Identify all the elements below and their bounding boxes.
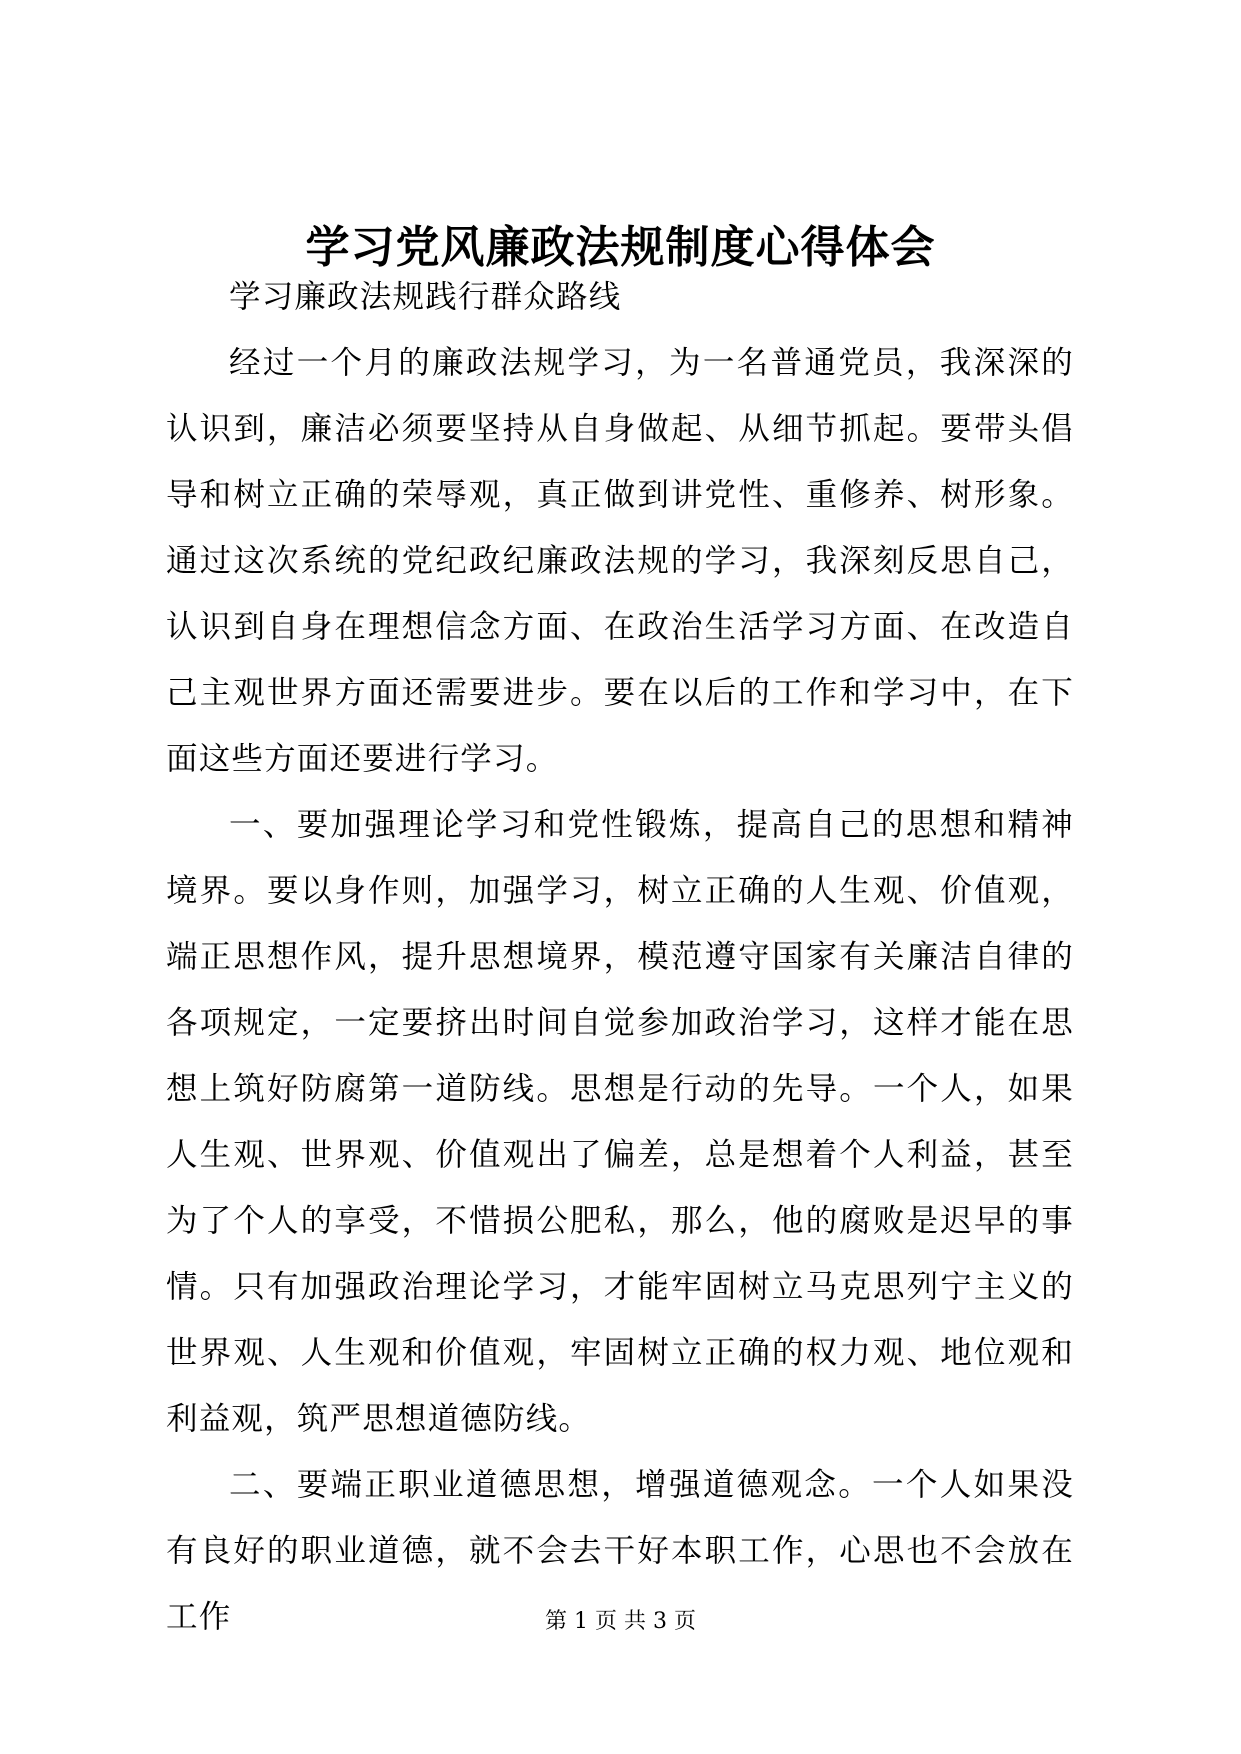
subtitle-paragraph: 学习廉政法规践行群众路线 (229, 279, 622, 315)
page-number-footer: 第 1 页 共 3 页 (545, 1609, 696, 1634)
body-paragraph: 经过一个月的廉政法规学习，为一名普通党员，我深深的认识到，廉洁必须要坚持从自身做起、从细节抓起。要带头倡导和树立正确的荣辱观，真正做到讲党性、重修养、树形象。通过这次系统的党纪政纪廉政法规的学习，我深刻反思自己，认识到自身在理想信念方面、在政治生活学习方面、在改造自己主观世界方面还需要进步。要在以后的工作和学习中，在下面这些方面还要进行学习。 (166, 345, 1074, 777)
body-paragraph: 二、要端正职业道德思想，增强道德观念。一个人如果没有良好的职业道德，就不会去干好本职工作，心思也不会放在工作 (166, 1467, 1074, 1635)
document-title: 学习党风廉政法规制度心得体会 (305, 222, 936, 273)
document-body (166, 264, 1074, 1650)
body-paragraph: 一、要加强理论学习和党性锻炼，提高自己的思想和精神境界。要以身作则，加强学习，树立正确的人生观、价值观，端正思想作风，提升思想境界，模范遵守国家有关廉洁自律的各项规定，一定要挤出时间自觉参加政治学习，这样才能在思想上筑好防腐第一道防线。思想是行动的先导。一个人，如果人生观、世界观、价值观出了偏差，总是想着个人利益，甚至为了个人的享受，不惜损公肥私，那么，他的腐败是迟早的事情。只有加强政治理论学习，才能牢固树立马克思列宁主义的世界观、人生观和价值观，牢固树立正确的权力观、地位观和利益观，筑严思想道德防线。 (166, 807, 1074, 1437)
